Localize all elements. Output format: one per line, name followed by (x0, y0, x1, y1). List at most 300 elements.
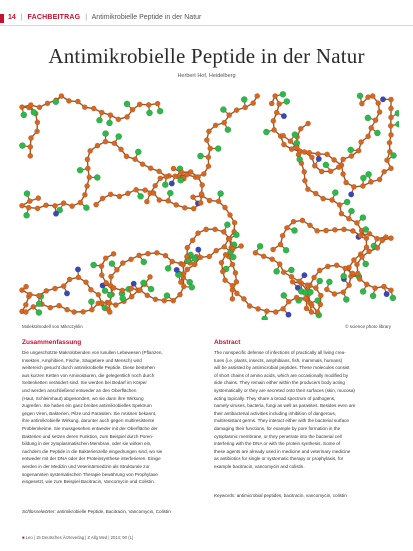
nitrogen-atom (348, 192, 354, 198)
carbon-atom (347, 283, 352, 288)
carbon-atom (324, 228, 329, 233)
oxygen-atom (288, 267, 294, 273)
carbon-atom (388, 236, 393, 241)
carbon-atom (19, 105, 24, 110)
carbon-atom (318, 302, 323, 307)
carbon-atom (388, 288, 393, 293)
carbon-atom (233, 270, 238, 275)
carbon-atom (230, 247, 235, 252)
carbon-atom (306, 121, 311, 126)
article-author: Herbert Hof, Heidelberg (177, 73, 236, 79)
nitrogen-atom (286, 312, 292, 318)
carbon-atom (366, 134, 371, 139)
carbon-atom (341, 157, 346, 162)
carbon-atom (103, 256, 108, 261)
oxygen-atom (224, 222, 230, 228)
carbon-atom (332, 157, 337, 162)
carbon-atom (174, 202, 179, 207)
carbon-atom (388, 123, 393, 128)
carbon-atom (28, 144, 33, 149)
carbon-atom (318, 293, 323, 298)
oxygen-atom (292, 132, 298, 138)
carbon-atom (232, 220, 237, 225)
oxygen-atom (21, 112, 27, 118)
keywords-de (22, 508, 202, 516)
oxygen-atom (291, 227, 297, 233)
carbon-atom (230, 283, 235, 288)
abstract-line: namely viruses, bacteria, fungi as well as parasites. Besides even are (214, 403, 356, 409)
oxygen-atom (94, 174, 100, 180)
carbon-atom (144, 199, 149, 204)
carbon-atom (281, 306, 286, 311)
summary-line: entweder mit der DNA oder der Proteinsynthese interferieren. Einige (22, 456, 161, 462)
carbon-atom (332, 227, 337, 232)
carbon-atom (166, 198, 171, 203)
carbon-atom (204, 137, 209, 142)
abstract-line: will be assisted by antimicrobial peptides. These molecules consist (214, 365, 350, 371)
carbon-atom (100, 196, 105, 201)
oxygen-atom (230, 254, 236, 260)
oxygen-atom (141, 259, 147, 265)
carbon-atom (312, 275, 317, 280)
carbon-atom (164, 174, 169, 179)
carbon-atom (157, 169, 162, 174)
carbon-atom (312, 163, 317, 168)
carbon-atom (146, 102, 151, 107)
carbon-atom (181, 271, 186, 276)
oxygen-atom (370, 293, 376, 299)
oxygen-atom (157, 108, 163, 114)
carbon-atom (380, 238, 385, 243)
carbon-atom (230, 262, 235, 267)
carbon-atom (368, 179, 373, 184)
molecule-bonds (22, 94, 399, 319)
oxygen-atom (225, 127, 231, 133)
carbon-atom (234, 279, 239, 284)
carbon-atom (28, 135, 33, 140)
oxygen-atom (307, 289, 313, 295)
header-accent-bar (0, 14, 4, 23)
summary-line: eingesetzt, wie zum Beispiel Bacitracin, Vancomycin und Colistin. (22, 479, 155, 485)
carbon-atom (359, 254, 364, 259)
carbon-atom (104, 280, 109, 285)
carbon-atom (178, 280, 183, 285)
carbon-atom (199, 191, 204, 196)
carbon-atom (87, 175, 92, 180)
carbon-atom (294, 145, 299, 150)
carbon-atom (341, 290, 346, 295)
carbon-atom (67, 277, 72, 282)
carbon-atom (107, 309, 112, 314)
abstract-line: of short chains of amino acids, which are occasionally modified by (214, 372, 349, 378)
carbon-atom (307, 223, 312, 228)
carbon-atom (281, 142, 286, 147)
keywords-list: antimicrobial peptides, bacitracin, vancomycin, colistin (236, 493, 347, 498)
nitrogen-atom (174, 267, 180, 273)
carbon-atom (305, 283, 310, 288)
figure-caption: Molekülmodell von Mikrozyklin (22, 324, 83, 329)
carbon-atom (281, 270, 286, 275)
oxygen-atom (357, 93, 363, 99)
carbon-atom (182, 205, 187, 210)
carbon-atom (219, 260, 224, 265)
carbon-atom (163, 253, 168, 258)
carbon-atom (112, 141, 117, 146)
carbon-atom (388, 166, 393, 171)
oxygen-atom (124, 101, 130, 107)
carbon-atom (227, 113, 232, 118)
carbon-atom (157, 197, 162, 202)
carbon-atom (388, 115, 393, 120)
carbon-atom (309, 303, 314, 308)
carbon-atom (216, 199, 221, 204)
carbon-atom (309, 309, 314, 314)
carbon-atom (332, 291, 337, 296)
carbon-atom (350, 271, 355, 276)
carbon-atom (137, 253, 142, 258)
carbon-atom (147, 274, 152, 279)
oxygen-atom (120, 295, 126, 301)
carbon-atom (129, 294, 134, 299)
carbon-atom (201, 171, 206, 176)
oxygen-atom (165, 265, 171, 271)
summary-line: (Haut, Schleimhaut) abgesondert, wo sie dann ihre Wirkung (22, 395, 144, 401)
carbon-atom (27, 292, 32, 297)
carbon-atom (108, 192, 113, 197)
carbon-atom (272, 127, 277, 132)
carbon-atom (148, 166, 153, 171)
carbon-atom (305, 187, 310, 192)
oxygen-atom (148, 286, 154, 292)
oxygen-atom (140, 280, 146, 286)
carbon-atom (45, 101, 50, 106)
oxygen-atom (31, 109, 37, 115)
summary-line: Bakterien und setzen deren Funktion, zum Beispiel durch Poren- (22, 433, 154, 439)
carbon-atom (206, 129, 211, 134)
carbon-atom (375, 245, 380, 250)
carbon-atom (355, 271, 360, 276)
oxygen-atom (106, 120, 112, 126)
carbon-atom (288, 139, 293, 144)
carbon-atom (171, 298, 176, 303)
carbon-atom (369, 125, 374, 130)
carbon-atom (387, 140, 392, 145)
oxygen-atom (178, 177, 184, 183)
carbon-atom (120, 260, 125, 265)
carbon-atom (367, 249, 372, 254)
abstract-line: multiresistant germs. They interact either with the bacterial surface (214, 418, 349, 424)
oxygen-atom (326, 279, 332, 285)
carbon-atom (277, 262, 282, 267)
carbon-atom (289, 147, 294, 152)
carbon-atom (341, 227, 346, 232)
carbon-atom (328, 169, 333, 174)
carbon-atom (155, 101, 160, 106)
carbon-atom (313, 285, 318, 290)
carbon-atom (19, 203, 24, 208)
molecule-atoms (19, 91, 399, 320)
oxygen-atom (36, 301, 42, 307)
oxygen-atom (366, 171, 372, 177)
carbon-atom (367, 231, 372, 236)
carbon-atom (207, 254, 212, 259)
oxygen-atom (332, 190, 338, 196)
oxygen-atom (107, 292, 113, 298)
oxygen-atom (396, 121, 400, 127)
abstract-line: acting topically. They share a broad spectrum of pathogens, (214, 395, 336, 401)
carbon-atom (91, 106, 96, 111)
oxygen-atom (189, 284, 195, 290)
carbon-atom (255, 93, 260, 98)
carbon-atom (281, 133, 286, 138)
carbon-atom (273, 93, 278, 98)
carbon-atom (82, 105, 87, 110)
carbon-atom (23, 302, 28, 307)
carbon-atom (179, 170, 184, 175)
oxygen-atom (218, 191, 224, 197)
carbon-atom (388, 97, 393, 102)
carbon-atom (61, 201, 66, 206)
carbon-atom (222, 205, 227, 210)
nitrogen-atom (53, 211, 59, 217)
summary-line: zugreifen. Sie haben ein ganz breites antimikrobielles Spektrum (22, 403, 152, 409)
carbon-atom (304, 306, 309, 311)
oxygen-atom (360, 175, 366, 181)
carbon-atom (214, 248, 219, 253)
carbon-atom (99, 273, 104, 278)
carbon-atom (85, 183, 90, 188)
carbon-atom (177, 292, 182, 297)
footer-text: Leo | 15 Deutsches Ärzteverlag | Z Allg Med | 2014; 90 (1) (25, 535, 134, 540)
carbon-atom (382, 169, 387, 174)
carbon-atom (145, 293, 150, 298)
carbon-atom (316, 151, 321, 156)
carbon-atom (185, 267, 190, 272)
header-text (8, 12, 201, 24)
carbon-atom (85, 166, 90, 171)
carbon-atom (198, 200, 203, 205)
carbon-atom (28, 153, 33, 158)
carbon-atom (82, 192, 87, 197)
carbon-atom (290, 279, 295, 284)
carbon-atom (129, 286, 134, 291)
carbon-atom (36, 196, 41, 201)
oxygen-atom (297, 156, 303, 162)
carbon-atom (300, 218, 305, 223)
header-separator: | (85, 14, 88, 21)
molecule-illustration (14, 88, 399, 320)
carbon-atom (251, 101, 256, 106)
carbon-atom (61, 284, 66, 289)
carbon-atom (114, 267, 119, 272)
summary-line: Problemkeime. Sie mussgesehen entweder mit der Oberfläche der (22, 425, 158, 431)
carbon-atom (128, 257, 133, 262)
carbon-atom (19, 288, 24, 293)
carbon-atom (302, 169, 307, 174)
carbon-atom (227, 236, 232, 241)
carbon-atom (307, 150, 312, 155)
running-header (0, 12, 413, 24)
carbon-atom (134, 187, 139, 192)
carbon-atom (341, 171, 346, 176)
oxygen-atom (262, 316, 268, 320)
summary-line: sogenannten systematischen Therapie bewährung von Prophylaxe (22, 471, 158, 477)
oxygen-atom (19, 143, 25, 149)
summary-line: Insekten, Amphibien, Fische, Säugetiere und Mensch) wird (22, 357, 142, 363)
oxygen-atom (116, 133, 122, 139)
carbon-atom (234, 291, 239, 296)
carbon-atom (364, 282, 369, 287)
oxygen-atom (283, 247, 289, 253)
carbon-atom (191, 206, 196, 211)
nitrogen-atom (169, 181, 175, 187)
oxygen-atom (317, 278, 323, 284)
carbon-atom (239, 243, 244, 248)
carbon-atom (256, 306, 261, 311)
keywords-list: antimikrobielle Peptide, Bacitracin, Vancomycin, Colistin (56, 509, 171, 514)
abstract-line: side chains. They remain either within the producers body acting (214, 380, 345, 386)
carbon-atom (37, 105, 42, 110)
carbon-atom (184, 254, 189, 259)
carbon-atom (315, 309, 320, 314)
keywords-en (214, 492, 394, 500)
oxygen-atom (348, 147, 354, 153)
carbon-atom (280, 233, 285, 238)
oxygen-atom (241, 96, 247, 102)
carbon-atom (354, 262, 359, 267)
oxygen-atom (146, 110, 152, 116)
carbon-atom (124, 154, 129, 159)
carbon-atom (297, 279, 302, 284)
carbon-atom (247, 303, 252, 308)
carbon-atom (241, 296, 246, 301)
oxygen-atom (109, 261, 115, 267)
summary-line: Seitenketten verändert sind. Sie werden bei Bedarf im Körper (22, 380, 147, 386)
carbon-atom (94, 202, 99, 207)
carbon-atom (377, 109, 382, 114)
oxygen-atom (360, 288, 366, 294)
carbon-atom (213, 123, 218, 128)
footer-mark: ■ (22, 535, 25, 540)
carbon-atom (140, 162, 145, 167)
carbon-atom (137, 288, 142, 293)
carbon-atom (373, 118, 378, 123)
oxygen-atom (135, 149, 141, 155)
oxygen-atom (233, 232, 239, 238)
summary-line: bildung in der zytoplasmatischen Membran, oder sie wirken ein, (22, 441, 152, 447)
carbon-atom (313, 191, 318, 196)
carbon-atom (384, 158, 389, 163)
summary-line: werden in der Medizin und Veterinärmedizin als Strukturale zur (22, 463, 150, 469)
carbon-atom (373, 286, 378, 291)
carbon-atom (294, 295, 299, 300)
carbon-atom (370, 93, 375, 98)
carbon-atom (125, 191, 130, 196)
abstract-line: their antibacterial activities including inhibition of dangerous, (214, 410, 337, 416)
carbon-atom (204, 227, 209, 232)
carbon-atom (206, 164, 211, 169)
header-divider (0, 25, 413, 26)
nitrogen-atom (196, 247, 202, 253)
nitrogen-atom (64, 291, 70, 297)
oxygen-atom (323, 162, 329, 168)
carbon-atom (354, 220, 359, 225)
carbon-atom (325, 152, 330, 157)
carbon-atom (23, 309, 28, 314)
oxygen-atom (365, 115, 371, 121)
abstract-line: interfering with the DNA or with the protein synthesis. Some of (214, 441, 341, 447)
carbon-atom (284, 225, 289, 230)
carbon-atom (350, 228, 355, 233)
oxygen-atom (167, 190, 173, 196)
carbon-atom (319, 169, 324, 174)
section-label: FACHBEITRAG (27, 14, 81, 21)
oxygen-atom (77, 167, 83, 173)
carbon-atom (181, 262, 186, 267)
carbon-atom (337, 202, 342, 207)
oxygen-atom (215, 146, 221, 152)
summary-line: gegen Viren, Bakterien, Pilze und Parasiten. Sie müssen bekannt, (22, 410, 157, 416)
carbon-atom (113, 302, 118, 307)
carbon-atom (274, 110, 279, 115)
oxygen-atom (24, 191, 30, 197)
oxygen-atom (138, 193, 144, 199)
carbon-atom (227, 212, 232, 217)
carbon-atom (99, 110, 104, 115)
carbon-atom (27, 199, 32, 204)
oxygen-atom (91, 262, 97, 268)
carbon-atom (36, 293, 41, 298)
carbon-atom (298, 126, 303, 131)
carbon-atom (66, 98, 71, 103)
carbon-atom (334, 263, 339, 268)
carbon-atom (75, 99, 80, 104)
summary-text (22, 349, 202, 486)
carbon-atom (35, 129, 40, 134)
carbon-atom (381, 284, 386, 289)
carbon-atom (336, 165, 341, 170)
carbon-atom (120, 288, 125, 293)
carbon-atom (137, 102, 142, 107)
carbon-atom (271, 118, 276, 123)
abstract-text (214, 349, 394, 471)
carbon-atom (81, 309, 86, 314)
carbon-atom (198, 255, 203, 260)
carbon-atom (188, 169, 193, 174)
carbon-atom (253, 250, 258, 255)
summary-line: weitereich gesucht durch antimikrobielle Peptide. Diese bestehen (22, 365, 155, 371)
carbon-atom (321, 196, 326, 201)
carbon-atom (117, 194, 122, 199)
oxygen-atom (348, 208, 354, 214)
carbon-atom (234, 108, 239, 113)
carbon-atom (52, 286, 57, 291)
nitrogen-atom (131, 281, 137, 287)
carbon-atom (59, 93, 64, 98)
abstract-line: example bacitracin, vancomycin and colistin. (214, 463, 305, 469)
carbon-atom (133, 157, 138, 162)
carbon-atom (96, 292, 101, 297)
oxygen-atom (103, 131, 109, 137)
carbon-atom (273, 309, 278, 314)
carbon-atom (264, 309, 269, 314)
oxygen-atom (164, 293, 170, 299)
carbon-atom (158, 176, 163, 181)
carbon-atom (351, 184, 356, 189)
carbon-atom (85, 157, 90, 162)
oxygen-atom (102, 288, 108, 294)
carbon-atom (270, 257, 275, 262)
